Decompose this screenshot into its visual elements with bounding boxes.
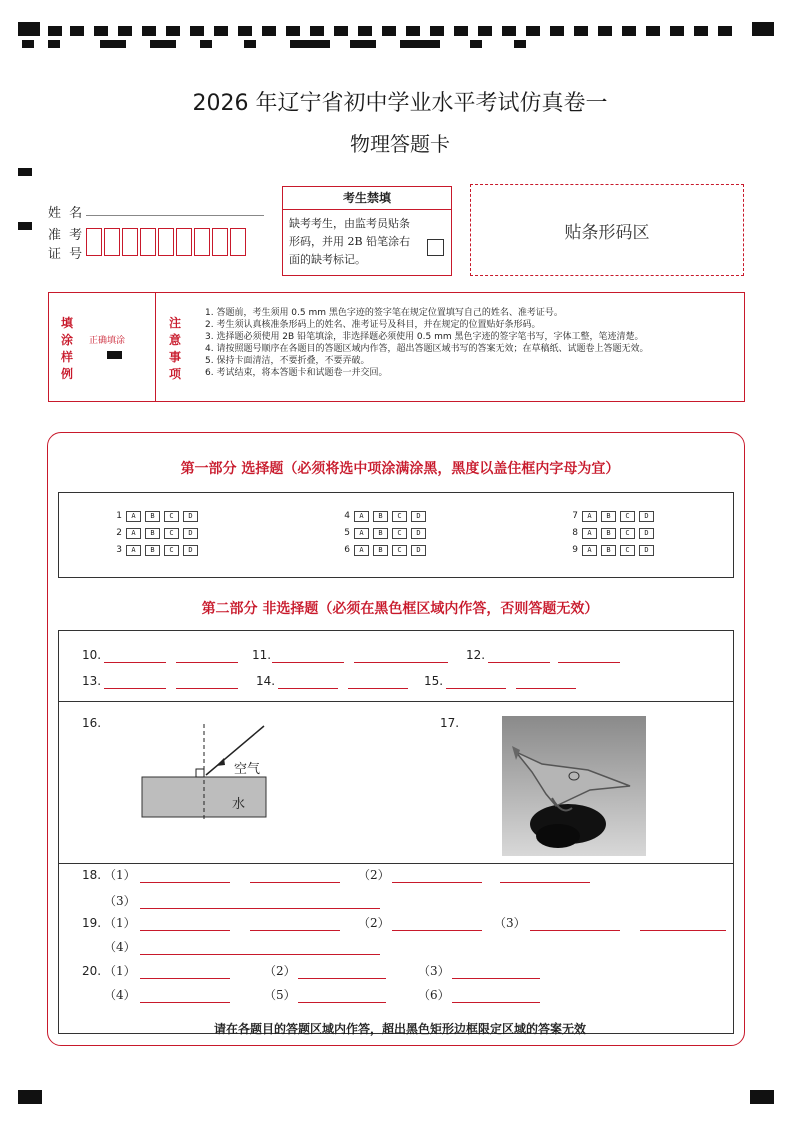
q20-number: 20.	[82, 964, 102, 978]
q10-blank-1[interactable]	[104, 662, 166, 663]
absent-box	[282, 186, 452, 276]
mc-option-bubble[interactable]: C	[392, 511, 407, 522]
mc-question-row	[564, 545, 658, 556]
mc-option-bubble[interactable]: C	[164, 545, 179, 556]
q20-2-blank[interactable]	[298, 978, 386, 979]
barcode-area	[470, 184, 744, 276]
q14-blank-2[interactable]	[348, 688, 408, 689]
note-item: 6. 考试结束，将本答题卡和试题卷一并交回。	[205, 368, 388, 378]
air-label: 空气	[234, 762, 261, 777]
q18-2-blank-2[interactable]	[500, 882, 590, 883]
q12-number: 12.	[466, 648, 486, 662]
q13-blank-1[interactable]	[104, 688, 166, 689]
mc-option-bubble[interactable]: D	[639, 528, 654, 539]
mc-option-bubble[interactable]: D	[411, 528, 426, 539]
q20-5-blank[interactable]	[298, 1002, 386, 1003]
note-item: 3. 选择题必须使用 2B 铅笔填涂，非选择题必须使用 0.5 mm 黑色字迹的签字笔书写，字体工整，笔迹清楚。	[205, 332, 644, 342]
barcode-label: 贴条形码区	[564, 223, 650, 243]
page-subtitle: 物理答题卡	[350, 132, 450, 156]
q10-number: 10.	[82, 648, 102, 662]
filled-bubble-sample	[107, 351, 122, 359]
mc-question-row	[564, 528, 658, 539]
q19-1-blank-1[interactable]	[140, 930, 230, 931]
part2-heading: 第二部分 非选择题（必须在黑色框区域内作答，否则答题无效）	[201, 601, 599, 617]
q15-number: 15.	[424, 674, 444, 688]
mc-option-bubble[interactable]: A	[354, 528, 369, 539]
absent-box-title: 考生禁填	[283, 187, 451, 210]
mc-option-bubble[interactable]: C	[620, 528, 635, 539]
mc-question-number: 7	[572, 511, 578, 521]
mc-option-bubble[interactable]: D	[183, 528, 198, 539]
q14-number: 14.	[256, 674, 276, 688]
mc-question-row	[336, 545, 430, 556]
absent-checkbox[interactable]	[427, 239, 444, 256]
q19-part-1-label: （1）	[104, 916, 136, 930]
mc-question-row	[108, 511, 202, 522]
q12-blank-2[interactable]	[558, 662, 620, 663]
water-label: 水	[232, 797, 246, 812]
q20-4-blank[interactable]	[140, 1002, 230, 1003]
mc-question-row	[108, 545, 202, 556]
q19-3-blank-1[interactable]	[530, 930, 620, 931]
mc-question-number: 5	[344, 528, 350, 538]
mc-question-row	[108, 528, 202, 539]
mc-option-bubble[interactable]: C	[392, 528, 407, 539]
q19-part-4-label: （4）	[104, 940, 136, 954]
q19-3-blank-2[interactable]	[640, 930, 726, 931]
q15-blank-1[interactable]	[446, 688, 506, 689]
mc-option-bubble[interactable]: D	[639, 511, 654, 522]
timing-mark-bottom-left	[18, 1090, 42, 1104]
q18-number: 18.	[82, 868, 102, 882]
footer-warning: 请在各题目的答题区域内作答，超出黑色矩形边框限定区域的答案无效	[213, 1022, 586, 1036]
q19-1-blank-2[interactable]	[250, 930, 340, 931]
notes-box	[48, 292, 745, 402]
name-label: 姓 名	[48, 206, 85, 221]
mc-option-bubble[interactable]: A	[354, 511, 369, 522]
q10-blank-2[interactable]	[176, 662, 238, 663]
absent-box-text: 缺考考生，由监考员贴条形码，并用 2B 铅笔涂右面的缺考标记。	[289, 217, 411, 266]
mc-option-bubble[interactable]: D	[183, 545, 198, 556]
mc-option-bubble[interactable]: C	[392, 545, 407, 556]
mc-option-bubble[interactable]: B	[373, 528, 388, 539]
mc-question-number: 8	[572, 528, 578, 538]
q19-part-2-label: （2）	[358, 916, 390, 930]
note-item: 1. 答题前，考生须用 0.5 mm 黑色字迹的签字笔在规定位置填写自己的姓名、准考证号。	[205, 308, 563, 318]
q20-part-5-label: （5）	[264, 988, 296, 1002]
mc-option-bubble[interactable]: C	[620, 511, 635, 522]
mc-option-bubble[interactable]: A	[126, 511, 141, 522]
mc-question-row	[336, 511, 430, 522]
mc-option-bubble[interactable]: B	[145, 511, 160, 522]
q19-part-3-label: （3）	[494, 916, 526, 930]
note-item: 2. 考生须认真核准条形码上的姓名、准考证号及科目，并在规定的位置贴好条形码。	[205, 320, 541, 330]
mc-question-number: 1	[116, 511, 122, 521]
mc-question-number: 6	[344, 545, 350, 555]
q17-number: 17.	[440, 716, 460, 730]
part1-heading: 第一部分 选择题（必须将选中项涂满涂黑，黑度以盖住框内字母为宜）	[180, 461, 620, 477]
mc-option-bubble[interactable]: B	[145, 545, 160, 556]
q18-part-3-label: （3）	[104, 894, 136, 908]
mc-option-bubble[interactable]: B	[373, 511, 388, 522]
q19-4-blank[interactable]	[140, 954, 380, 955]
q18-2-blank-1[interactable]	[392, 882, 482, 883]
q16-number: 16.	[82, 716, 102, 730]
name-input[interactable]	[86, 215, 264, 216]
q14-blank-1[interactable]	[278, 688, 338, 689]
mc-option-bubble[interactable]: A	[582, 545, 597, 556]
q20-part-3-label: （3）	[418, 964, 450, 978]
q12-blank-1[interactable]	[488, 662, 550, 663]
mc-option-bubble[interactable]: B	[145, 528, 160, 539]
mc-option-bubble[interactable]: B	[601, 545, 616, 556]
mc-option-bubble[interactable]: A	[126, 528, 141, 539]
mc-option-bubble[interactable]: D	[639, 545, 654, 556]
mc-question-row	[336, 528, 430, 539]
mc-question-row	[564, 511, 658, 522]
mc-option-bubble[interactable]: A	[582, 528, 597, 539]
mc-option-bubble[interactable]: B	[373, 545, 388, 556]
exam-id-label: 准 考 证 号	[48, 228, 85, 262]
ray-arrowhead	[216, 758, 225, 766]
q11-number: 11.	[252, 648, 272, 662]
mc-option-bubble[interactable]: D	[183, 511, 198, 522]
q15-blank-2[interactable]	[516, 688, 576, 689]
page-title: 2026 年辽宁省初中学业水平考试仿真卷一	[192, 91, 608, 116]
timing-mark-bottom-right	[750, 1090, 774, 1104]
q19-number: 19.	[82, 916, 102, 930]
note-item: 5. 保持卡面清洁，不要折叠，不要弄破。	[205, 356, 370, 366]
q20-part-2-label: （2）	[264, 964, 296, 978]
q11-blank-1[interactable]	[272, 662, 344, 663]
mc-question-number: 9	[572, 545, 578, 555]
note-item: 4. 请按照题号顺序在各题目的答题区域内作答，超出答题区域书写的答案无效；在草稿纸、试题卷上答题无效。	[205, 344, 649, 354]
mc-option-bubble[interactable]: A	[354, 545, 369, 556]
mc-option-bubble[interactable]: C	[164, 511, 179, 522]
mc-option-bubble[interactable]: C	[620, 545, 635, 556]
q19-2-blank[interactable]	[392, 930, 482, 931]
q20-6-blank[interactable]	[452, 1002, 540, 1003]
mc-option-bubble[interactable]: D	[411, 511, 426, 522]
q13-blank-2[interactable]	[176, 688, 238, 689]
notes-label: 注意事项	[169, 316, 182, 381]
q18-part-1-label: （1）	[104, 868, 136, 882]
mc-option-bubble[interactable]: B	[601, 528, 616, 539]
q20-part-1-label: （1）	[104, 964, 136, 978]
notes-list	[205, 307, 735, 379]
q20-3-blank[interactable]	[452, 978, 540, 979]
q18-part-2-label: （2）	[358, 868, 390, 882]
q20-part-6-label: （6）	[418, 988, 450, 1002]
mc-question-number: 4	[344, 511, 350, 521]
correct-fill-label: 正确填涂	[89, 336, 126, 346]
fill-example-label: 填涂样例	[61, 316, 74, 381]
q20-part-4-label: （4）	[104, 988, 136, 1002]
right-angle-mark	[196, 769, 204, 777]
q13-number: 13.	[82, 674, 102, 688]
mc-question-number: 3	[116, 545, 122, 555]
mc-option-bubble[interactable]: D	[411, 545, 426, 556]
q18-3-blank[interactable]	[140, 908, 380, 909]
q20-1-blank[interactable]	[140, 978, 230, 979]
mc-option-bubble[interactable]: B	[601, 511, 616, 522]
q11-blank-2[interactable]	[354, 662, 448, 663]
mc-option-bubble[interactable]: A	[582, 511, 597, 522]
mc-option-bubble[interactable]: A	[126, 545, 141, 556]
mc-question-number: 2	[116, 528, 122, 538]
mc-option-bubble[interactable]: C	[164, 528, 179, 539]
q18-1-blank-1[interactable]	[140, 882, 230, 883]
q17-photo	[502, 716, 646, 856]
q18-1-blank-2[interactable]	[250, 882, 340, 883]
